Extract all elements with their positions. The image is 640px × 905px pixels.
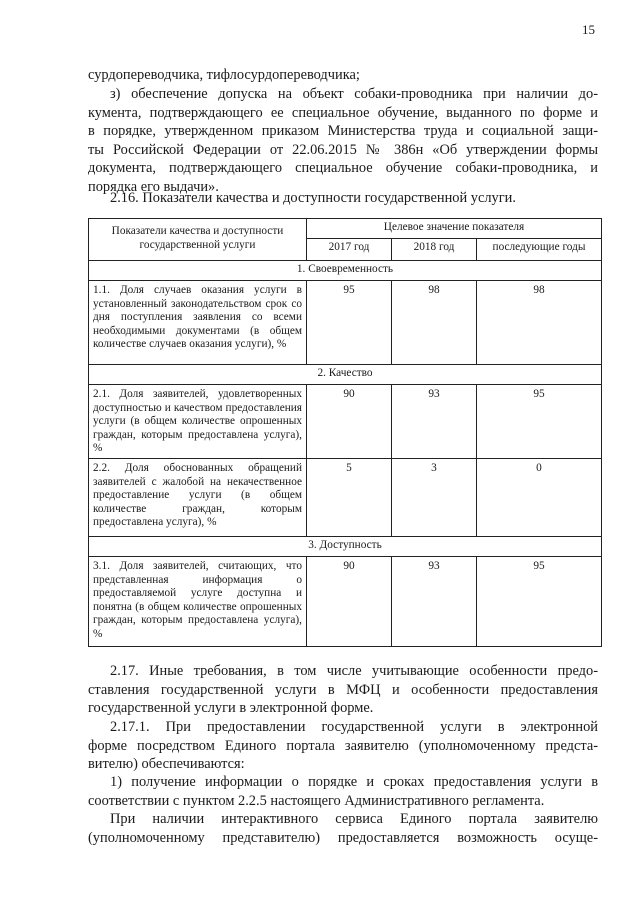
header-year-2018: 2018 год xyxy=(392,239,477,261)
text-line: ставления государственной услуги в МФЦ и особенности предоставления xyxy=(88,681,598,698)
paragraph-2-17-1 xyxy=(88,718,598,774)
value-cell: 93 xyxy=(392,385,477,459)
value-cell: 98 xyxy=(392,281,477,365)
text-line: порядка его выдачи». xyxy=(88,178,219,195)
header-years-following: последующие годы xyxy=(477,239,602,261)
value-cell: 98 xyxy=(477,281,602,365)
value-cell: 95 xyxy=(477,556,602,646)
text-line: (уполномоченному представителю) предоставляется возможность осуще- xyxy=(88,829,598,846)
section-quality: 2. Качество xyxy=(89,365,602,385)
text-line: документа, подтверждающего специальное обучение собаки-проводника, и xyxy=(88,160,598,177)
value-cell: 0 xyxy=(477,458,602,536)
value-cell: 3 xyxy=(392,458,477,536)
text-line: сурдопереводчика, тифлосурдопереводчика; xyxy=(88,67,360,83)
text-line: кумента, подтверждающего ее специальное обучение, выданного по форме и xyxy=(88,104,598,121)
indicator-3-1: 3.1. Доля заявителей, считающих, что представленная информация о предоставляемой услуге доступна и понятна (в общем количестве опрошенных граждан, которым предоставлена услуга), % xyxy=(89,556,307,646)
paragraph-sign-language xyxy=(88,66,598,85)
indicator-2-1: 2.1. Доля заявителей, удовлетворенных доступностью и качеством предоставления услуги (в общем количестве опрошенных граждан, которым предоставлена услуга), % xyxy=(89,385,307,459)
section-heading-2-16 xyxy=(88,189,598,208)
paragraph-guide-dog xyxy=(88,85,598,197)
text-line: вителю) обеспечиваются: xyxy=(88,756,245,773)
value-cell: 90 xyxy=(307,385,392,459)
page-number: 15 xyxy=(582,22,595,37)
text-line: соответствии с пунктом 2.2.5 настоящего Административного регламента. xyxy=(88,792,545,809)
text-line: государственной услуги в электронной форме. xyxy=(88,700,374,717)
text-line: в порядке, утвержденном приказом Министерства труда и социальной защи- xyxy=(88,123,598,140)
text-line: з) обеспечение допуска на объект собаки-проводника при наличии до- xyxy=(110,86,598,102)
indicator-2-2: 2.2. Доля обоснованных обращений заявителей с жалобой на некачественное предоставление услуги (в общем количестве граждан, которым предоставлена услуга), % xyxy=(89,458,307,536)
text-line: ты Российской Федерации от 22.06.2015 № 386н «Об утверждении формы xyxy=(88,141,598,158)
text-line: 2.17.1. При предоставлении государственной услуги в электронной xyxy=(110,719,598,735)
paragraph-interactive-service xyxy=(88,810,598,847)
header-year-2017: 2017 год xyxy=(307,239,392,261)
text-line: 2.16. Показатели качества и доступности государственной услуги. xyxy=(110,190,516,206)
value-cell: 90 xyxy=(307,556,392,646)
text-line: 2.17. Иные требования, в том числе учитывающие особенности предо- xyxy=(110,663,598,679)
value-cell: 95 xyxy=(307,281,392,365)
header-target-value: Целевое значение показателя xyxy=(307,219,602,239)
header-indicator: Показатели качества и доступности государственной услуги xyxy=(89,219,307,261)
paragraph-item-1 xyxy=(88,773,598,810)
value-cell: 93 xyxy=(392,556,477,646)
quality-indicators-table xyxy=(88,218,602,647)
value-cell: 5 xyxy=(307,458,392,536)
indicator-1-1: 1.1. Доля случаев оказания услуги в установленный законодательством срок со дня поступления заявления со всеми необходимыми документами (в общем количестве случаев оказания услуги), % xyxy=(89,281,307,365)
section-accessibility: 3. Доступность xyxy=(89,536,602,556)
value-cell: 95 xyxy=(477,385,602,459)
text-line: 1) получение информации о порядке и сроках предоставления услуги в xyxy=(110,774,598,790)
text-line: форме посредством Единого портала заявителю (уполномоченному предста- xyxy=(88,737,598,754)
section-timeliness: 1. Своевременность xyxy=(89,261,602,281)
text-line: При наличии интерактивного сервиса Единого портала заявителю xyxy=(110,811,598,827)
paragraph-2-17 xyxy=(88,662,598,718)
